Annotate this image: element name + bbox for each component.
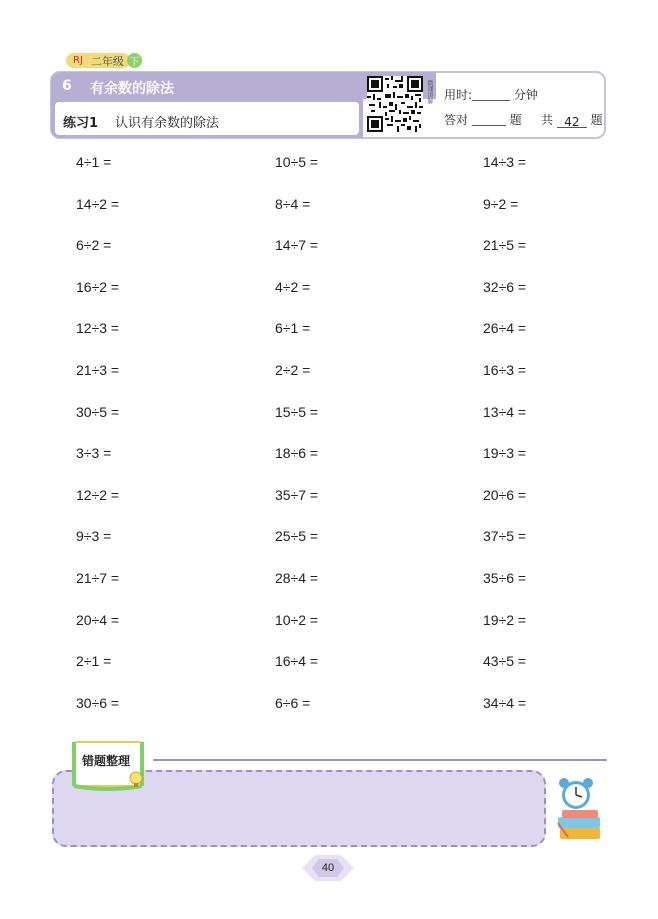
- division-problem: 28÷4 =: [275, 570, 319, 586]
- correct-unit: 题: [509, 113, 522, 127]
- division-problem: 25÷5 =: [275, 528, 319, 544]
- total-row: [541, 111, 603, 128]
- correct-row: [444, 111, 522, 128]
- total-count: 42: [557, 115, 587, 128]
- lesson-title: 认识有余数的除法: [115, 116, 220, 131]
- division-problem: 14÷3 =: [483, 154, 527, 170]
- division-problem: 12÷2 =: [76, 487, 120, 503]
- division-problem: 19÷3 =: [483, 445, 527, 461]
- edition-label: RJ: [73, 55, 83, 66]
- division-problem: 16÷4 =: [275, 653, 319, 669]
- lesson-label: 练习1: [63, 116, 99, 131]
- division-problem: 6÷1 =: [275, 320, 311, 336]
- time-blank[interactable]: [472, 88, 510, 101]
- total-label: 共: [541, 113, 554, 127]
- division-problem: 6÷6 =: [275, 695, 311, 711]
- division-problem: 35÷7 =: [275, 487, 319, 503]
- division-problem: 2÷2 =: [275, 362, 311, 378]
- time-unit: 分钟: [513, 88, 538, 102]
- grade-label: 二年级: [90, 54, 124, 68]
- division-problem: 10÷5 =: [275, 154, 319, 170]
- mistakes-title: 错题整理: [82, 754, 131, 768]
- division-problem: 20÷6 =: [483, 487, 527, 503]
- division-problem: 9÷2 =: [483, 196, 519, 212]
- division-problem: 16÷2 =: [76, 279, 120, 295]
- correct-blank[interactable]: [472, 113, 506, 126]
- page-number: 40: [321, 862, 335, 874]
- unit-title: 有余数的除法: [90, 81, 174, 97]
- division-problem: 26÷4 =: [483, 320, 527, 336]
- correct-label: 答对: [444, 113, 469, 127]
- division-problem: 21÷7 =: [76, 570, 120, 586]
- division-problem: 21÷3 =: [76, 362, 120, 378]
- time-label: 用时:: [444, 88, 473, 102]
- division-problem: 16÷3 =: [483, 362, 527, 378]
- grade-pill: [66, 53, 130, 68]
- division-problem: 3÷3 =: [76, 445, 112, 461]
- division-problem: 37÷5 =: [483, 528, 527, 544]
- division-problem: 6÷2 =: [76, 237, 112, 253]
- division-problem: 21÷5 =: [483, 237, 527, 253]
- division-problem: 15÷5 =: [275, 404, 319, 420]
- unit-number: 6: [62, 78, 72, 94]
- time-row: [444, 86, 538, 103]
- division-problem: 4÷2 =: [275, 279, 311, 295]
- total-unit: 题: [590, 113, 603, 127]
- division-problem: 14÷2 =: [76, 196, 120, 212]
- clock-books-icon: [554, 775, 604, 841]
- volume-badge: 下: [127, 53, 142, 68]
- division-problem: 12÷3 =: [76, 320, 120, 336]
- division-problem: 2÷1 =: [76, 653, 112, 669]
- division-problem: 32÷6 =: [483, 279, 527, 295]
- division-problem: 4÷1 =: [76, 154, 112, 170]
- division-problem: 43÷5 =: [483, 653, 527, 669]
- qr-note: 微课讲解: [426, 80, 433, 104]
- grade-tag: [66, 53, 142, 68]
- division-problem: 8÷4 =: [275, 196, 311, 212]
- division-problem: 30÷5 =: [76, 404, 120, 420]
- division-problem: 18÷6 =: [275, 445, 319, 461]
- division-problem: 34÷4 =: [483, 695, 527, 711]
- section-divider: [153, 759, 607, 761]
- division-problem: 19÷2 =: [483, 612, 527, 628]
- division-problem: 13÷4 =: [483, 404, 527, 420]
- division-problem: 35÷6 =: [483, 570, 527, 586]
- division-problem: 20÷4 =: [76, 612, 120, 628]
- qr-code-icon[interactable]: [367, 76, 423, 132]
- division-problem: 10÷2 =: [275, 612, 319, 628]
- division-problem: 30÷6 =: [76, 695, 120, 711]
- division-problem: 9÷3 =: [76, 528, 112, 544]
- division-problem: 14÷7 =: [275, 237, 319, 253]
